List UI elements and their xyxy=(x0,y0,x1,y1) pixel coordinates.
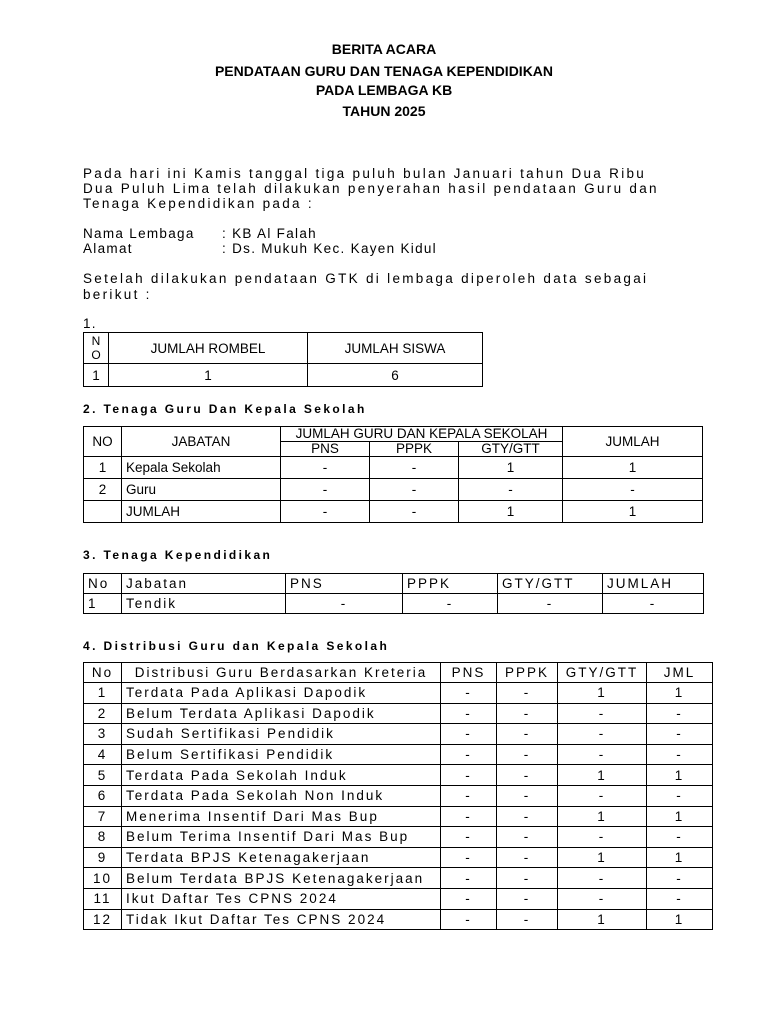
cell-kriteria: Menerima Insentif Dari Mas Bup xyxy=(122,806,441,827)
cell-pns: - xyxy=(281,457,370,479)
table-row xyxy=(84,744,713,765)
cell-kriteria: Terdata Pada Sekolah Induk xyxy=(122,765,441,786)
cell-gty: 1 xyxy=(558,909,647,930)
col-header-rombel: JUMLAH ROMBEL xyxy=(109,333,308,364)
cell-pppk: - xyxy=(497,744,558,765)
cell-no: 10 xyxy=(84,868,122,889)
col-header-no: NO xyxy=(84,427,122,457)
cell-pns: - xyxy=(441,765,497,786)
col-header-pppk: PPPK xyxy=(497,663,558,683)
cell-kriteria: Sudah Sertifikasi Pendidik xyxy=(122,724,441,745)
cell-jabatan: Kepala Sekolah xyxy=(122,457,281,479)
cell-jml: 1 xyxy=(647,847,713,868)
cell-no xyxy=(84,501,122,523)
cell-pppk: - xyxy=(497,683,558,704)
nama-lembaga-label: Nama Lembaga xyxy=(83,226,195,241)
table-header-row xyxy=(84,427,703,442)
cell-no: 1 xyxy=(84,364,109,387)
col-header-pppk: PPPK xyxy=(370,442,459,457)
doc-title-4: TAHUN 2025 xyxy=(342,103,426,119)
setelah-line-1: Setelah dilakukan pendataan GTK di lembaga diperoleh data sebagai xyxy=(83,271,649,286)
cell-kriteria: Belum Terdata Aplikasi Dapodik xyxy=(122,703,441,724)
cell-gty: 1 xyxy=(459,501,563,523)
cell-pppk: - xyxy=(497,888,558,909)
col-header-no: N O xyxy=(84,333,109,364)
cell-pns: - xyxy=(441,909,497,930)
cell-kriteria: Belum Terima Insentif Dari Mas Bup xyxy=(122,827,441,848)
cell-pppk: - xyxy=(497,909,558,930)
cell-pns: - xyxy=(441,888,497,909)
cell-jumlah: 1 xyxy=(563,457,703,479)
cell-pppk: - xyxy=(370,479,459,501)
alamat-value: : Ds. Mukuh Kec. Kayen Kidul xyxy=(222,241,437,256)
cell-jumlah: - xyxy=(603,594,704,614)
distribusi-table xyxy=(83,662,713,930)
cell-gty: - xyxy=(558,724,647,745)
cell-gty: 1 xyxy=(459,457,563,479)
col-header-siswa: JUMLAH SISWA xyxy=(308,333,483,364)
table-row xyxy=(84,827,713,848)
nama-lembaga-value: : KB Al Falah xyxy=(222,226,317,241)
table-row xyxy=(84,457,703,479)
rombel-table xyxy=(83,332,483,387)
cell-gty: - xyxy=(558,785,647,806)
cell-pppk: - xyxy=(497,724,558,745)
col-header-kriteria: Distribusi Guru Berdasarkan Kreteria xyxy=(122,663,441,683)
cell-pns: - xyxy=(441,847,497,868)
cell-pns: - xyxy=(441,703,497,724)
cell-pppk: - xyxy=(403,594,498,614)
cell-gty: - xyxy=(459,479,563,501)
cell-pppk: - xyxy=(497,806,558,827)
cell-no: 1 xyxy=(84,683,122,704)
table-row xyxy=(84,868,713,889)
cell-jml: - xyxy=(647,868,713,889)
cell-gty: 1 xyxy=(558,765,647,786)
col-header-jml: JML xyxy=(647,663,713,683)
col-header-pppk: PPPK xyxy=(403,574,498,594)
cell-pppk: - xyxy=(497,785,558,806)
col-header-jabatan: Jabatan xyxy=(122,574,286,594)
col-header-jumlah: JUMLAH xyxy=(563,427,703,457)
cell-kriteria: Terdata BPJS Ketenagakerjaan xyxy=(122,847,441,868)
table-header-row xyxy=(84,333,483,364)
intro-line-2: Dua Puluh Lima telah dilakukan penyerahan hasil pendataan Guru dan xyxy=(83,181,659,196)
cell-no: 1 xyxy=(84,457,122,479)
table-row xyxy=(84,479,703,501)
cell-kriteria: Tidak Ikut Daftar Tes CPNS 2024 xyxy=(122,909,441,930)
col-header-pns: PNS xyxy=(281,442,370,457)
cell-jml: 1 xyxy=(647,909,713,930)
cell-no: 8 xyxy=(84,827,122,848)
table-row xyxy=(84,364,483,387)
doc-title-1: BERITA ACARA xyxy=(331,41,437,57)
table-row xyxy=(84,888,713,909)
cell-kriteria: Ikut Daftar Tes CPNS 2024 xyxy=(122,888,441,909)
cell-no: 3 xyxy=(84,724,122,745)
cell-gty: - xyxy=(558,868,647,889)
doc-title-3: PADA LEMBAGA KB xyxy=(315,82,453,98)
cell-kriteria: Belum Sertifikasi Pendidik xyxy=(122,744,441,765)
col-header-no: No xyxy=(84,663,122,683)
cell-no: 7 xyxy=(84,806,122,827)
col-header-pns: PNS xyxy=(441,663,497,683)
table-row xyxy=(84,703,713,724)
table-row xyxy=(84,501,703,523)
section2-heading: 2. Tenaga Guru Dan Kepala Sekolah xyxy=(83,402,367,416)
cell-kriteria: Belum Terdata BPJS Ketenagakerjaan xyxy=(122,868,441,889)
cell-gty: - xyxy=(558,744,647,765)
cell-kriteria: Terdata Pada Aplikasi Dapodik xyxy=(122,683,441,704)
cell-gty: 1 xyxy=(558,847,647,868)
cell-pppk: - xyxy=(497,827,558,848)
cell-jabatan: JUMLAH xyxy=(122,501,281,523)
guru-table xyxy=(83,426,703,523)
cell-pns: - xyxy=(441,785,497,806)
cell-pns: - xyxy=(441,827,497,848)
alamat-label: Alamat xyxy=(83,241,133,256)
cell-no: 9 xyxy=(84,847,122,868)
cell-jml: 1 xyxy=(647,683,713,704)
cell-pppk: - xyxy=(370,501,459,523)
table-row xyxy=(84,806,713,827)
cell-no: 4 xyxy=(84,744,122,765)
cell-gty: 1 xyxy=(558,683,647,704)
cell-jabatan: Guru xyxy=(122,479,281,501)
cell-no: 11 xyxy=(84,888,122,909)
intro-line-3: Tenaga Kependidikan pada : xyxy=(83,196,314,211)
cell-pns: - xyxy=(286,594,403,614)
col-header-group: JUMLAH GURU DAN KEPALA SEKOLAH xyxy=(281,427,563,442)
setelah-line-2: berikut : xyxy=(83,287,152,302)
section1-number: 1. xyxy=(83,316,97,331)
cell-jml: - xyxy=(647,703,713,724)
table-row xyxy=(84,765,713,786)
cell-no: 1 xyxy=(84,594,122,614)
table-row xyxy=(84,683,713,704)
cell-pns: - xyxy=(441,724,497,745)
cell-no: 6 xyxy=(84,785,122,806)
cell-gty: - xyxy=(558,703,647,724)
tendik-table xyxy=(83,573,704,614)
cell-siswa: 6 xyxy=(308,364,483,387)
cell-pns: - xyxy=(441,744,497,765)
col-header-jumlah: JUMLAH xyxy=(603,574,704,594)
cell-kriteria: Terdata Pada Sekolah Non Induk xyxy=(122,785,441,806)
cell-jumlah: - xyxy=(563,479,703,501)
cell-pns: - xyxy=(441,806,497,827)
table-header-row xyxy=(84,663,713,683)
col-header-gty: GTY/GTT xyxy=(459,442,563,457)
cell-no: 2 xyxy=(84,479,122,501)
cell-jabatan: Tendik xyxy=(122,594,286,614)
cell-pns: - xyxy=(281,479,370,501)
cell-pns: - xyxy=(281,501,370,523)
cell-gty: - xyxy=(498,594,603,614)
col-header-gty: GTY/GTT xyxy=(558,663,647,683)
cell-pppk: - xyxy=(497,847,558,868)
table-row xyxy=(84,909,713,930)
cell-pns: - xyxy=(441,868,497,889)
cell-gty: - xyxy=(558,827,647,848)
cell-gty: 1 xyxy=(558,806,647,827)
cell-gty: - xyxy=(558,888,647,909)
cell-pns: - xyxy=(441,683,497,704)
cell-jml: - xyxy=(647,888,713,909)
cell-jml: - xyxy=(647,827,713,848)
cell-no: 5 xyxy=(84,765,122,786)
table-row xyxy=(84,785,713,806)
table-row xyxy=(84,594,704,614)
cell-jumlah: 1 xyxy=(563,501,703,523)
cell-pppk: - xyxy=(497,703,558,724)
cell-jml: - xyxy=(647,785,713,806)
col-header-no: No xyxy=(84,574,122,594)
cell-jml: 1 xyxy=(647,806,713,827)
section3-heading: 3. Tenaga Kependidikan xyxy=(83,548,273,562)
col-header-jabatan: JABATAN xyxy=(122,427,281,457)
cell-jml: - xyxy=(647,744,713,765)
cell-pppk: - xyxy=(497,868,558,889)
col-header-pns: PNS xyxy=(286,574,403,594)
cell-rombel: 1 xyxy=(109,364,308,387)
cell-pppk: - xyxy=(497,765,558,786)
table-header-row xyxy=(84,574,704,594)
cell-pppk: - xyxy=(370,457,459,479)
intro-line-1: Pada hari ini Kamis tanggal tiga puluh bulan Januari tahun Dua Ribu xyxy=(83,166,647,181)
doc-title-2: PENDATAAN GURU DAN TENAGA KEPENDIDIKAN xyxy=(214,63,554,79)
cell-no: 12 xyxy=(84,909,122,930)
cell-jml: - xyxy=(647,724,713,745)
table-row xyxy=(84,724,713,745)
section4-heading: 4. Distribusi Guru dan Kepala Sekolah xyxy=(83,639,390,653)
cell-no: 2 xyxy=(84,703,122,724)
col-header-gty: GTY/GTT xyxy=(498,574,603,594)
cell-jml: 1 xyxy=(647,765,713,786)
table-row xyxy=(84,847,713,868)
